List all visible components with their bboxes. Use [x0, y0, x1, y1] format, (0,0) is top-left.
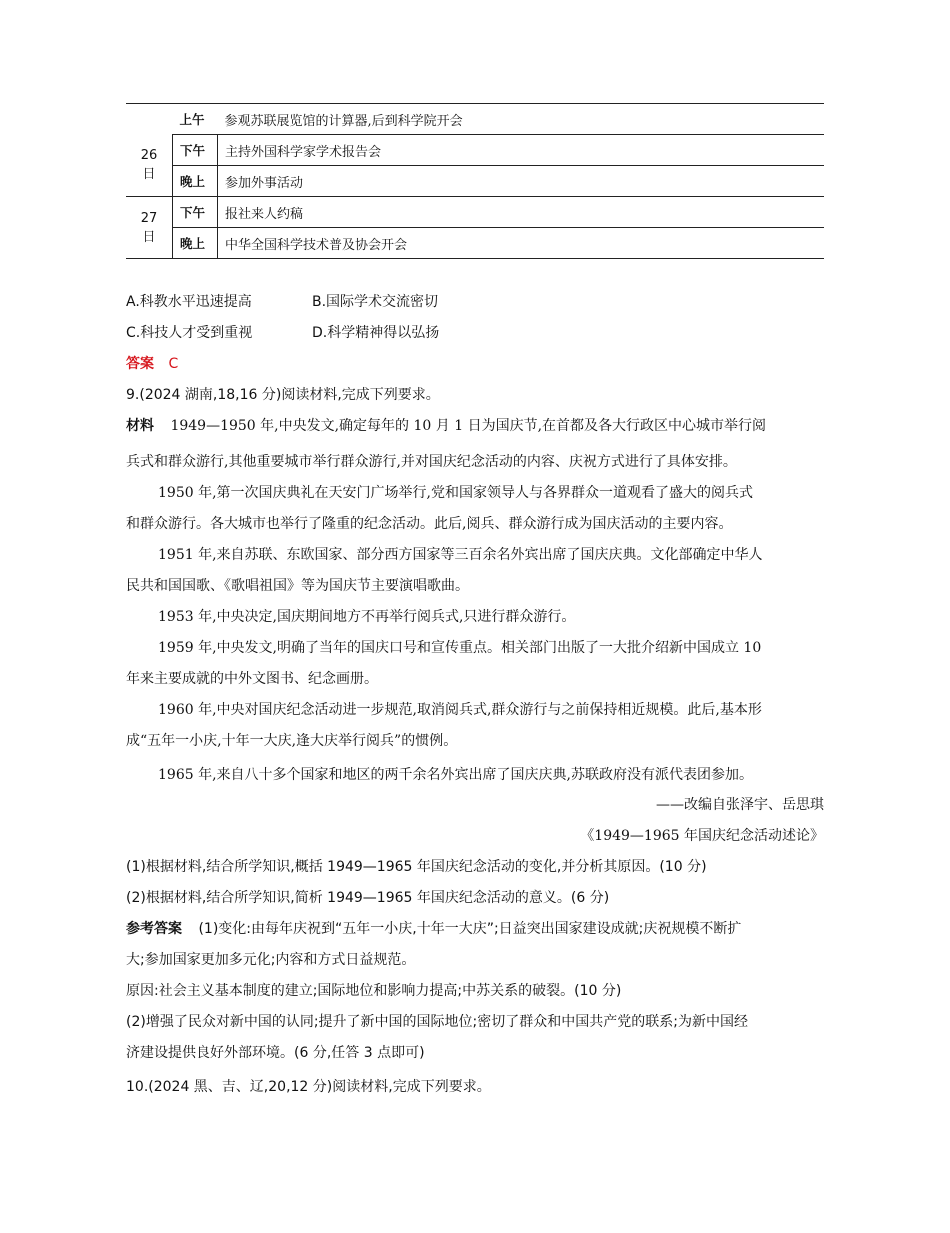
answer-label: 答案 — [126, 356, 154, 372]
reference-answer-text: (2)增强了民众对新中国的认同;提升了新中国的国际地位;密切了群众和中国共产党的联系;为新中国经 — [126, 1014, 748, 1030]
reference-answer-label: 参考答案 — [126, 921, 182, 937]
activity-cell: 参加外事活动 — [218, 166, 825, 197]
option-a: A.科教水平迅速提高 — [126, 294, 252, 310]
answer-value: C — [168, 356, 179, 372]
paragraph: 成“五年一小庆,十年一大庆,逢大庆举行阅兵”的惯例。 — [126, 733, 458, 749]
table-row — [126, 228, 824, 259]
paragraph: 和群众游行。各大城市也举行了隆重的纪念活动。此后,阅兵、群众游行成为国庆活动的主要内容。 — [126, 516, 733, 532]
day-cell — [126, 104, 173, 135]
period-cell: 晚上 — [173, 166, 218, 197]
reference-answer-line — [126, 918, 741, 938]
paragraph: 1953 年,中央决定,国庆期间地方不再举行阅兵式,只进行群众游行。 — [158, 609, 576, 625]
period-cell: 上午 — [173, 104, 218, 135]
material-text: 兵式和群众游行,其他重要城市举行群众游行,并对国庆纪念活动的内容、庆祝方式进行了具体安排。 — [126, 454, 737, 470]
table-row — [126, 166, 824, 197]
paragraph: 1965 年,来自八十多个国家和地区的两千余名外宾出席了国庆庆典,苏联政府没有派代表团参加。 — [158, 767, 753, 783]
paragraph: 1951 年,来自苏联、东欧国家、部分西方国家等三百余名外宾出席了国庆庆典。文化部确定中华人 — [158, 547, 763, 563]
source-author: ——改编自张泽宇、岳思琪 — [656, 797, 824, 813]
paragraph: 1959 年,中央发文,明确了当年的国庆口号和宣传重点。相关部门出版了一大批介绍新中国成立 10 — [158, 640, 762, 656]
day-cell: 26 日 — [126, 135, 173, 197]
schedule-table — [126, 103, 824, 259]
question-part-1: (1)根据材料,结合所学知识,概括 1949—1965 年国庆纪念活动的变化,并分析其原因。(10 分) — [126, 859, 707, 875]
option-b: B.国际学术交流密切 — [312, 294, 439, 310]
question-part-2: (2)根据材料,结合所学知识,简析 1949—1965 年国庆纪念活动的意义。(6 分) — [126, 890, 610, 906]
reference-answer-text: 济建设提供良好外部环境。(6 分,任答 3 点即可) — [126, 1045, 425, 1061]
material-text: 1949—1950 年,中央发文,确定每年的 10 月 1 日为国庆节,在首都及各大行政区中心城市举行阅 — [170, 418, 767, 434]
reference-answer-text: (1)变化:由每年庆祝到“五年一小庆,十年一大庆”;日益突出国家建设成就;庆祝规模不断扩 — [198, 921, 742, 937]
activity-cell: 报社来人约稿 — [218, 197, 825, 228]
period-cell: 下午 — [173, 197, 218, 228]
answer-line — [126, 353, 178, 373]
table-row — [126, 104, 824, 135]
question-10-header: 10.(2024 黑、吉、辽,20,12 分)阅读材料,完成下列要求。 — [126, 1079, 491, 1095]
material-label: 材料 — [126, 418, 154, 434]
paragraph: 1950 年,第一次国庆典礼在天安门广场举行,党和国家领导人与各界群众一道观看了盛大的阅兵式 — [158, 485, 753, 501]
activity-cell: 中华全国科学技术普及协会开会 — [218, 228, 825, 259]
period-cell: 下午 — [173, 135, 218, 166]
option-d: D.科学精神得以弘扬 — [312, 325, 440, 341]
reference-answer-text: 原因:社会主义基本制度的建立;国际地位和影响力提高;中苏关系的破裂。(10 分) — [126, 983, 622, 999]
option-c: C.科技人才受到重视 — [126, 325, 253, 341]
day-cell: 27 日 — [126, 197, 173, 259]
activity-cell: 主持外国科学家学术报告会 — [218, 135, 825, 166]
period-cell: 晚上 — [173, 228, 218, 259]
paragraph: 民共和国国歌、《歌唱祖国》等为国庆节主要演唱歌曲。 — [126, 578, 469, 594]
source-title: 《1949—1965 年国庆纪念活动述论》 — [580, 828, 824, 844]
table-row — [126, 135, 824, 166]
paragraph: 1960 年,中央对国庆纪念活动进一步规范,取消阅兵式,群众游行与之前保持相近规模。此后,基本形 — [158, 702, 762, 718]
paragraph: 年来主要成就的中外文图书、纪念画册。 — [126, 671, 378, 687]
table-row — [126, 197, 824, 228]
material-line — [126, 415, 766, 435]
activity-cell: 参观苏联展览馆的计算器,后到科学院开会 — [218, 104, 825, 135]
question-9-header: 9.(2024 湖南,18,16 分)阅读材料,完成下列要求。 — [126, 387, 440, 403]
reference-answer-text: 大;参加国家更加多元化;内容和方式日益规范。 — [126, 952, 416, 968]
